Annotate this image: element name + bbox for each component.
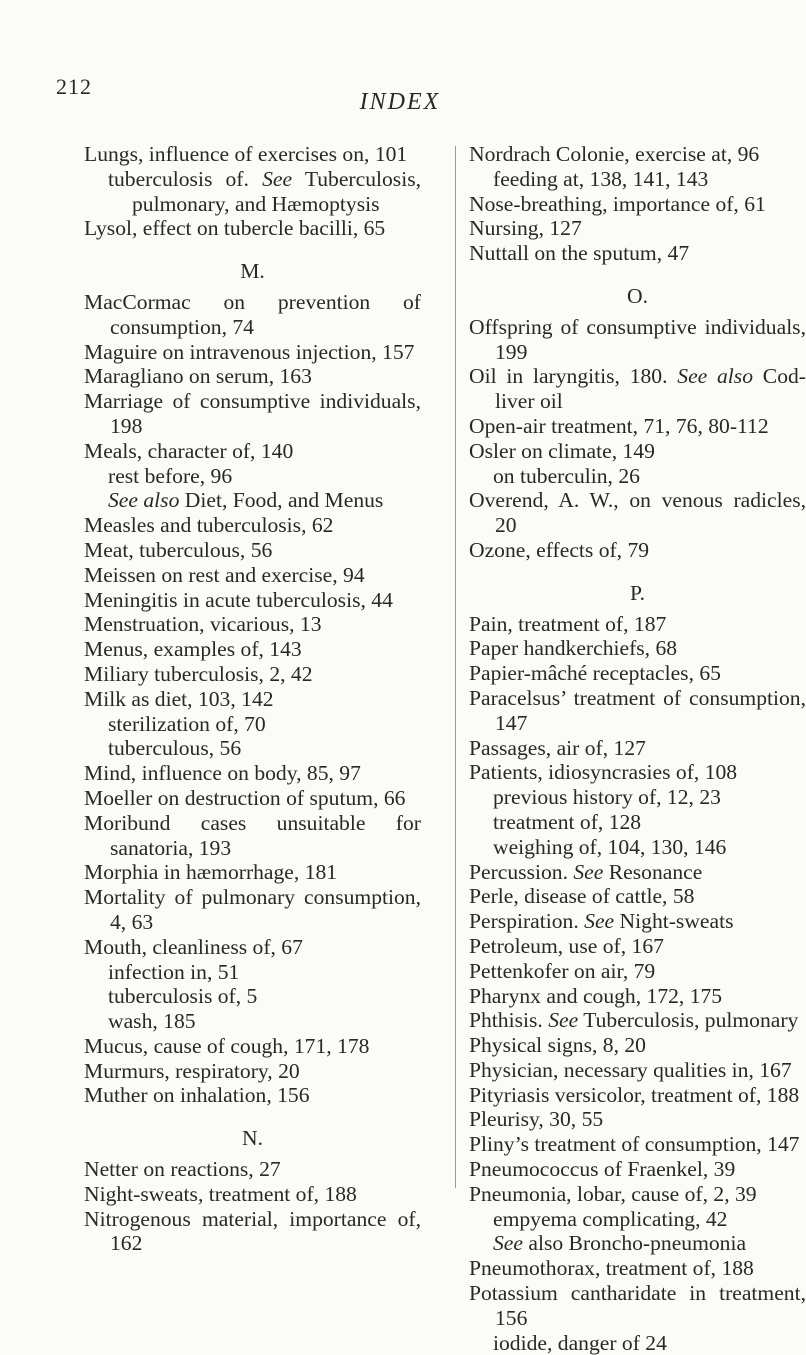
entry-text: Menstruation, vicarious, 13: [84, 612, 322, 637]
entry-text: Ozone, effects of, 79: [469, 537, 650, 562]
index-entry: [84, 364, 421, 389]
index-entry: [469, 661, 806, 686]
cross-reference-label: See also: [108, 488, 180, 513]
entry-text: Pettenkofer on air, 79: [469, 958, 656, 983]
entry-text: rest before, 96: [108, 463, 233, 488]
entry-text: Meningitis in acute tuberculosis, 44: [84, 587, 393, 612]
index-entry: [469, 1008, 806, 1033]
index-entry: [469, 612, 806, 637]
entry-text: Nuttall on the sputum, 47: [469, 241, 690, 266]
entry-text: Nordrach Colonie, exercise at, 96: [469, 142, 760, 166]
index-entry: [84, 142, 421, 167]
index-entry: [469, 315, 806, 365]
index-entry: [84, 1157, 421, 1182]
entry-text: tuberculous, 56: [108, 736, 242, 761]
entry-text: previous history of, 12, 23: [493, 785, 721, 810]
index-entry: [469, 1083, 806, 1108]
entry-text: Phthisis.: [469, 1008, 543, 1033]
index-entry: [469, 884, 806, 909]
entry-text: Lysol, effect on tubercle bacilli, 65: [84, 216, 386, 241]
entry-text: Perle, disease of cattle, 58: [469, 884, 695, 909]
index-entry: [84, 513, 421, 538]
index-column-right: [469, 142, 806, 1355]
cross-reference-label: See: [573, 859, 604, 884]
index-entry: [469, 538, 806, 563]
index-subentry: [469, 835, 806, 860]
index-entry: [84, 935, 421, 960]
entry-text: feeding at, 138, 141, 143: [493, 166, 709, 191]
cross-reference-target: Diet, Food, and Menus: [184, 488, 384, 513]
index-entry: [469, 241, 806, 266]
entry-text: Oil in laryngitis, 180.: [469, 364, 668, 389]
entry-text: Percussion.: [469, 859, 568, 884]
section-letter: M.: [240, 259, 265, 284]
index-entry: [469, 192, 806, 217]
index-entry: [469, 216, 806, 241]
index-entry: [84, 538, 421, 563]
index-entry: [469, 364, 806, 414]
entry-text: Overend, A. W., on venous radicles, 20: [469, 488, 806, 538]
index-subentry: [469, 1207, 806, 1232]
index-entry: [469, 636, 806, 661]
entry-text: Nose-breathing, importance of, 61: [469, 191, 766, 216]
cross-reference-target: Tuberculosis, pulmonary: [583, 1008, 799, 1033]
entry-text: Muther on inhalation, 156: [84, 1083, 310, 1108]
index-subentry: [469, 785, 806, 810]
entry-text: Nitrogenous material, importance of, 162: [84, 1206, 421, 1256]
column-divider: [455, 146, 456, 1188]
entry-text: MacCormac on prevention of consumption, 74: [84, 289, 421, 339]
entry-text: Patients, idiosyncrasies of, 108: [469, 760, 738, 785]
index-entry: [469, 909, 806, 934]
entry-text: sterilization of, 70: [108, 711, 266, 736]
entry-text: Potassium cantharidate in treatment, 156: [469, 1281, 806, 1330]
cross-reference-target: Night-sweats: [619, 909, 734, 934]
entry-text: Moeller on destruction of sputum, 66: [84, 785, 406, 810]
index-entry: [469, 860, 806, 885]
index-entry: [84, 687, 421, 712]
entry-text: iodide, danger of 24: [493, 1330, 667, 1355]
entry-text: Paracelsus’ treatment of consumption, 147: [469, 685, 806, 735]
entry-text: Papier-mâché receptacles, 65: [469, 661, 721, 686]
entry-text: Miliary tuberculosis, 2, 42: [84, 661, 313, 686]
running-head: INDEX: [359, 89, 441, 115]
entry-text: Pharynx and cough, 172, 175: [469, 983, 723, 1008]
entry-text: Petroleum, use of, 167: [469, 933, 664, 958]
entry-text: Mucus, cause of cough, 171, 178: [84, 1033, 370, 1058]
cross-reference-label: See: [493, 1231, 523, 1256]
entry-text: Mortality of pulmonary consumption, 4, 63: [84, 885, 421, 934]
index-entry: [469, 736, 806, 761]
cross-reference-label: See also: [677, 364, 754, 389]
entry-text: Menus, examples of, 143: [84, 637, 302, 662]
index-entry: [84, 290, 421, 340]
index-subentry: [84, 1009, 421, 1034]
index-entry: [469, 1058, 806, 1083]
page-number: 212: [56, 74, 92, 99]
index-subentry: [469, 1231, 806, 1256]
entry-text: wash, 185: [108, 1009, 196, 1034]
entry-text: Marriage of consumptive individuals, 198: [84, 389, 421, 438]
cross-reference-label: See: [262, 166, 293, 191]
cross-reference-target: also Broncho-pneumonia: [528, 1231, 747, 1256]
index-entry: [84, 588, 421, 613]
index-subentry: [469, 464, 806, 489]
entry-text: Meissen on rest and exercise, 94: [84, 562, 365, 587]
index-subentry: [84, 712, 421, 737]
entry-text: Maragliano on serum, 163: [84, 364, 312, 389]
entry-text: Morphia in hæmorrhage, 181: [84, 860, 338, 885]
entry-text: Pityriasis versicolor, treatment of, 188: [469, 1082, 800, 1107]
index-entry: [469, 142, 806, 167]
section-letter: N.: [242, 1126, 263, 1151]
entry-text: Nursing, 127: [469, 216, 582, 241]
index-subentry: [469, 810, 806, 835]
index-entry: [84, 1059, 421, 1084]
index-entry: [469, 1157, 806, 1182]
entry-text: treatment of, 128: [493, 809, 642, 834]
index-subentry: [84, 488, 421, 513]
entry-text: tuberculosis of.: [108, 166, 249, 191]
index-entry: [84, 662, 421, 687]
index-entry: [84, 1182, 421, 1207]
index-entry: [84, 216, 421, 241]
index-entry: [84, 340, 421, 365]
index-entry: [469, 1107, 806, 1132]
index-entry: [84, 637, 421, 662]
index-entry: [469, 439, 806, 464]
index-entry: [84, 439, 421, 464]
index-entry: [469, 760, 806, 785]
section-letter: O.: [627, 283, 648, 308]
entry-text: Night-sweats, treatment of, 188: [84, 1181, 357, 1206]
entry-text: Meat, tuberculous, 56: [84, 537, 273, 562]
entry-text: Paper handkerchiefs, 68: [469, 636, 678, 661]
index-entry: [84, 389, 421, 439]
entry-text: Moribund cases unsuitable for sanatoria, 193: [84, 810, 421, 860]
entry-text: Lungs, influence of exercises on, 101: [84, 142, 408, 166]
entry-text: Perspiration.: [469, 909, 579, 934]
entry-text: Open-air treatment, 71, 76, 80-112: [469, 413, 769, 438]
index-subentry: [469, 1331, 806, 1355]
cross-reference-target: Tuberculosis, pulmonary, and Hæmoptysis: [132, 166, 422, 216]
entry-text: Osler on climate, 149: [469, 438, 655, 463]
index-subentry: [84, 167, 421, 217]
index-entry: [84, 612, 421, 637]
index-column-left: [84, 142, 421, 1256]
entry-text: empyema complicating, 42: [493, 1206, 728, 1231]
index-entry: [469, 414, 806, 439]
entry-text: Pliny’s treatment of consumption, 147: [469, 1132, 800, 1157]
entry-text: Measles and tuberculosis, 62: [84, 513, 334, 538]
index-entry: [84, 811, 421, 861]
index-entry: [84, 1034, 421, 1059]
entry-text: Mouth, cleanliness of, 67: [84, 934, 303, 959]
entry-text: tuberculosis of, 5: [108, 984, 258, 1009]
index-entry: [84, 1207, 421, 1257]
index-entry: [469, 959, 806, 984]
entry-text: Pain, treatment of, 187: [469, 611, 667, 636]
cross-reference-label: See: [548, 1008, 579, 1033]
entry-text: Offspring of consumptive individuals, 199: [469, 314, 806, 364]
index-entry: [84, 563, 421, 588]
index-subentry: [84, 736, 421, 761]
index-entry: [469, 488, 806, 538]
entry-text: Mind, influence on body, 85, 97: [84, 761, 361, 786]
index-entry: [469, 934, 806, 959]
index-entry: [84, 885, 421, 935]
index-entry: [469, 1281, 806, 1331]
index-subentry: [84, 960, 421, 985]
entry-text: Pleurisy, 30, 55: [469, 1107, 604, 1132]
index-entry: [84, 1083, 421, 1108]
cross-reference-target: Resonance: [608, 859, 703, 884]
cross-reference-target: Cod-liver oil: [495, 364, 806, 414]
entry-text: weighing of, 104, 130, 146: [493, 834, 727, 859]
index-entry: [469, 1132, 806, 1157]
entry-text: Maguire on intravenous injection, 157: [84, 339, 415, 364]
entry-text: Physician, necessary qualities in, 167: [469, 1057, 792, 1082]
entry-text: Physical signs, 8, 20: [469, 1033, 646, 1058]
index-entry: [84, 761, 421, 786]
index-entry: [84, 786, 421, 811]
entry-text: Murmurs, respiratory, 20: [84, 1058, 300, 1083]
entry-text: Passages, air of, 127: [469, 735, 646, 760]
index-entry: [469, 1182, 806, 1207]
index-subentry: [469, 167, 806, 192]
index-subentry: [84, 464, 421, 489]
index-entry: [469, 1033, 806, 1058]
entry-text: Pneumonia, lobar, cause of, 2, 39: [469, 1181, 757, 1206]
index-subentry: [84, 984, 421, 1009]
entry-text: Meals, character of, 140: [84, 438, 294, 463]
entry-text: Pneumothorax, treatment of, 188: [469, 1256, 754, 1281]
index-entry: [84, 860, 421, 885]
entry-text: on tuberculin, 26: [493, 463, 640, 488]
index-entry: [469, 1256, 806, 1281]
section-letter: P.: [629, 580, 645, 605]
entry-text: Netter on reactions, 27: [84, 1157, 281, 1182]
index-entry: [469, 686, 806, 736]
cross-reference-label: See: [584, 909, 615, 934]
entry-text: Pneumococcus of Fraenkel, 39: [469, 1157, 736, 1182]
index-entry: [469, 984, 806, 1009]
entry-text: Milk as diet, 103, 142: [84, 686, 274, 711]
entry-text: infection in, 51: [108, 959, 240, 984]
